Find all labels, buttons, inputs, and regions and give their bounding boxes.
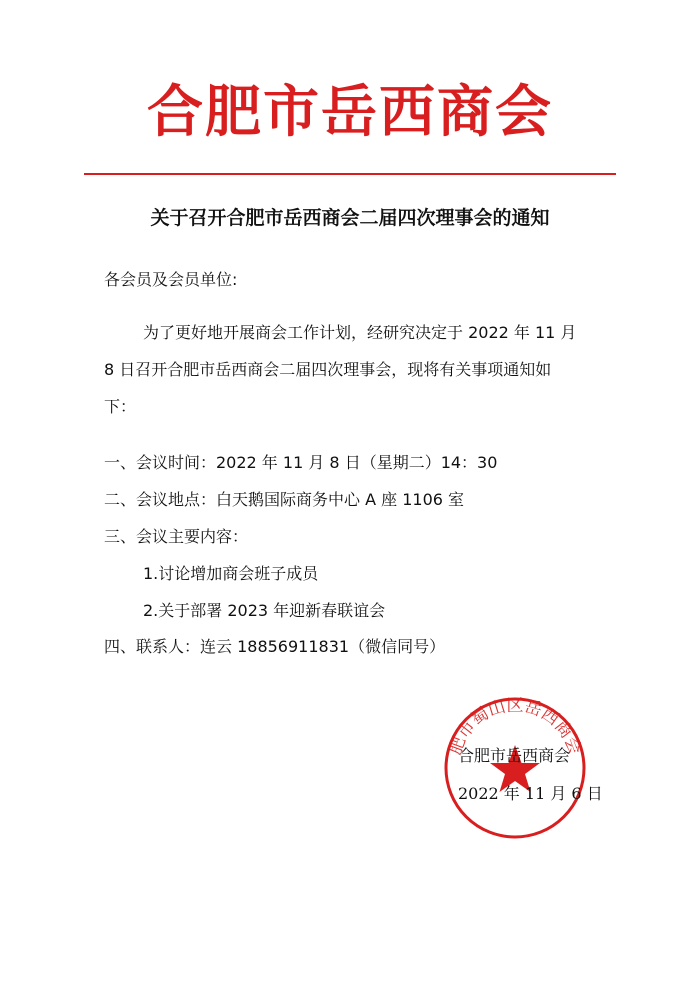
intro-line-1: 为了更好地开展商会工作计划，经研究决定于 2022 年 11 月	[143, 323, 577, 342]
salutation: 各会员及会员单位:	[104, 270, 238, 289]
seal-text: 肥市蜀山区岳西商会	[445, 695, 585, 758]
contact-person: 四、联系人：连云 18856911831（微信同号）	[104, 637, 446, 656]
letterhead-org-name: 合肥市岳西商会	[147, 79, 553, 145]
letterhead-rule	[84, 173, 616, 175]
meeting-content-heading: 三、会议主要内容：	[104, 527, 249, 546]
meeting-content-item-2: 2.关于部署 2023 年迎新春联谊会	[143, 601, 386, 620]
signature-date: 2022 年 11 月 6 日	[458, 784, 603, 803]
official-seal	[440, 693, 590, 843]
meeting-time: 一、会议时间：2022 年 11 月 8 日（星期二）14：30	[104, 453, 498, 472]
intro-line-3: 下：	[104, 397, 137, 416]
notice-title: 关于召开合肥市岳西商会二届四次理事会的通知	[150, 207, 550, 229]
meeting-location: 二、会议地点：白天鹅国际商务中心 A 座 1106 室	[104, 490, 465, 509]
meeting-content-item-1: 1.讨论增加商会班子成员	[143, 564, 319, 583]
intro-line-2: 8 日召开合肥市岳西商会二届四次理事会，现将有关事项通知如	[104, 360, 552, 379]
signature-org: 合肥市岳西商会	[458, 746, 571, 765]
